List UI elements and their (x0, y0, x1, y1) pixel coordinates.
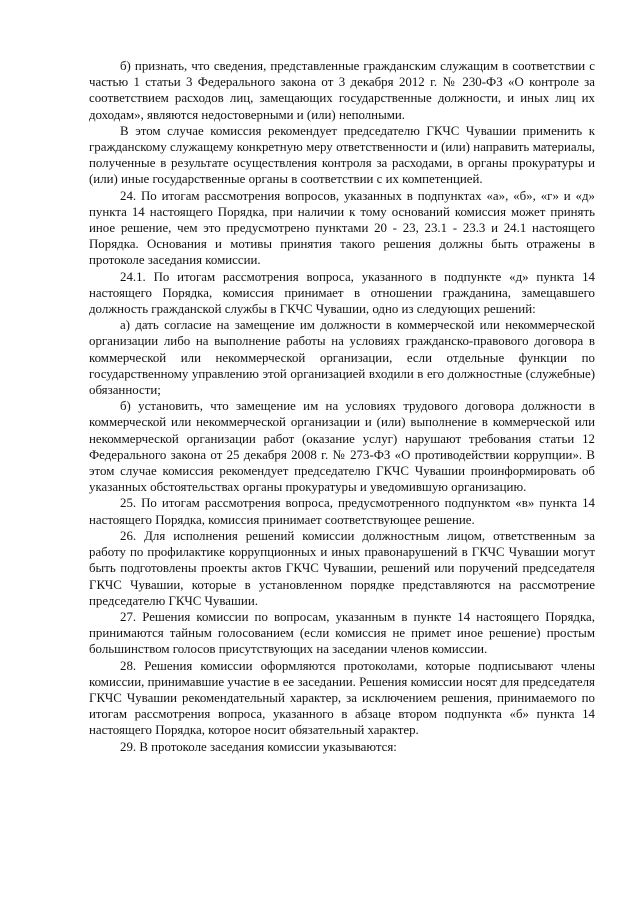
paragraph-28: 28. Решения комиссии оформляются протоколами, которые подписывают члены комиссии, принимавшие участие в ее заседании. Решения комиссии носят для председателя ГКЧС Чувашии рекомендательный характер, за исключением решения, принимаемого по итогам рассмотрения вопроса, указанного в абзаце втором подпункта «б» пункта 14 настоящего Порядка, которое носит обязательный характер. (89, 658, 595, 738)
paragraph-23-recommendation: В этом случае комиссия рекомендует председателю ГКЧС Чувашии применить к гражданскому служащему конкретную меру ответственности и (или) направить материалы, полученные в результате осуществления контроля за расходами, в органы прокуратуры и (или) иные государственные органы в соответствии с их компетенцией. (89, 123, 595, 187)
paragraph-24-1-b: б) установить, что замещение им на условиях трудового договора должности в коммерческой или некоммерческой организации и (или) выполнение в коммерческой или некоммерческой организации работ (оказание услуг) нарушают требования статьи 12 Федерального закона от 25 декабря 2008 г. № 273-ФЗ «О противодействии коррупции». В этом случае комиссия рекомендует председателю ГКЧС Чувашии проинформировать об указанных обстоятельствах органы прокуратуры и уведомившую организацию. (89, 399, 595, 495)
paragraph-25: 25. По итогам рассмотрения вопроса, предусмотренного подпунктом «в» пункта 14 настоящего Порядка, комиссия принимает соответствующее решение. (89, 496, 595, 527)
paragraph-23-b-conclusion: б) признать, что сведения, представленные гражданским служащим в соответствии с частью 1 статьи 3 Федерального закона от 3 декабря 2012 г. № 230-ФЗ «О контроле за соответствием расходов лиц, замещающих государственные должности, и иных лиц их доходам», являются недостоверными и (или) неполными. (89, 59, 595, 122)
paragraph-24-1-a: а) дать согласие на замещение им должности в коммерческой или некоммерческой организации либо на выполнение работы на условиях гражданско-правового договора в коммерческой или некоммерческой организации, если отдельные функции по государственному управлению этой организацией входили в его должностные (служебные) обязанности; (89, 318, 595, 398)
document-page (89, 58, 595, 755)
paragraph-24-1: 24.1. По итогам рассмотрения вопроса, указанного в подпункте «д» пункта 14 настоящего Порядка, комиссия принимает в отношении гражданина, замещавшего должность гражданской службы в ГКЧС Чувашии, одно из следующих решений: (89, 269, 595, 317)
paragraph-26: 26. Для исполнения решений комиссии должностным лицом, ответственным за работу по профилактике коррупционных и иных правонарушений в ГКЧС Чувашии могут быть подготовлены проекты актов ГКЧС Чувашии, решений или поручений председателя ГКЧС Чувашии, которые в установленном порядке представляются на рассмотрение председателю ГКЧС Чувашии. (89, 528, 595, 608)
paragraph-29: 29. В протоколе заседания комиссии указываются: (120, 739, 397, 754)
paragraph-27: 27. Решения комиссии по вопросам, указанным в пункте 14 настоящего Порядка, принимаются тайным голосованием (если комиссия не примет иное решение) простым большинством голосов присутствующих на заседании членов комиссии. (89, 609, 595, 657)
paragraph-24: 24. По итогам рассмотрения вопросов, указанных в подпунктах «а», «б», «г» и «д» пункта 14 настоящего Порядка, при наличии к тому оснований комиссия может принять иное решение, чем это предусмотрено пунктами 20 - 23, 23.1 - 23.3 и 24.1 настоящего Порядка. Основания и мотивы принятия такого решения должны быть отражены в протоколе заседания комиссии. (89, 188, 595, 268)
